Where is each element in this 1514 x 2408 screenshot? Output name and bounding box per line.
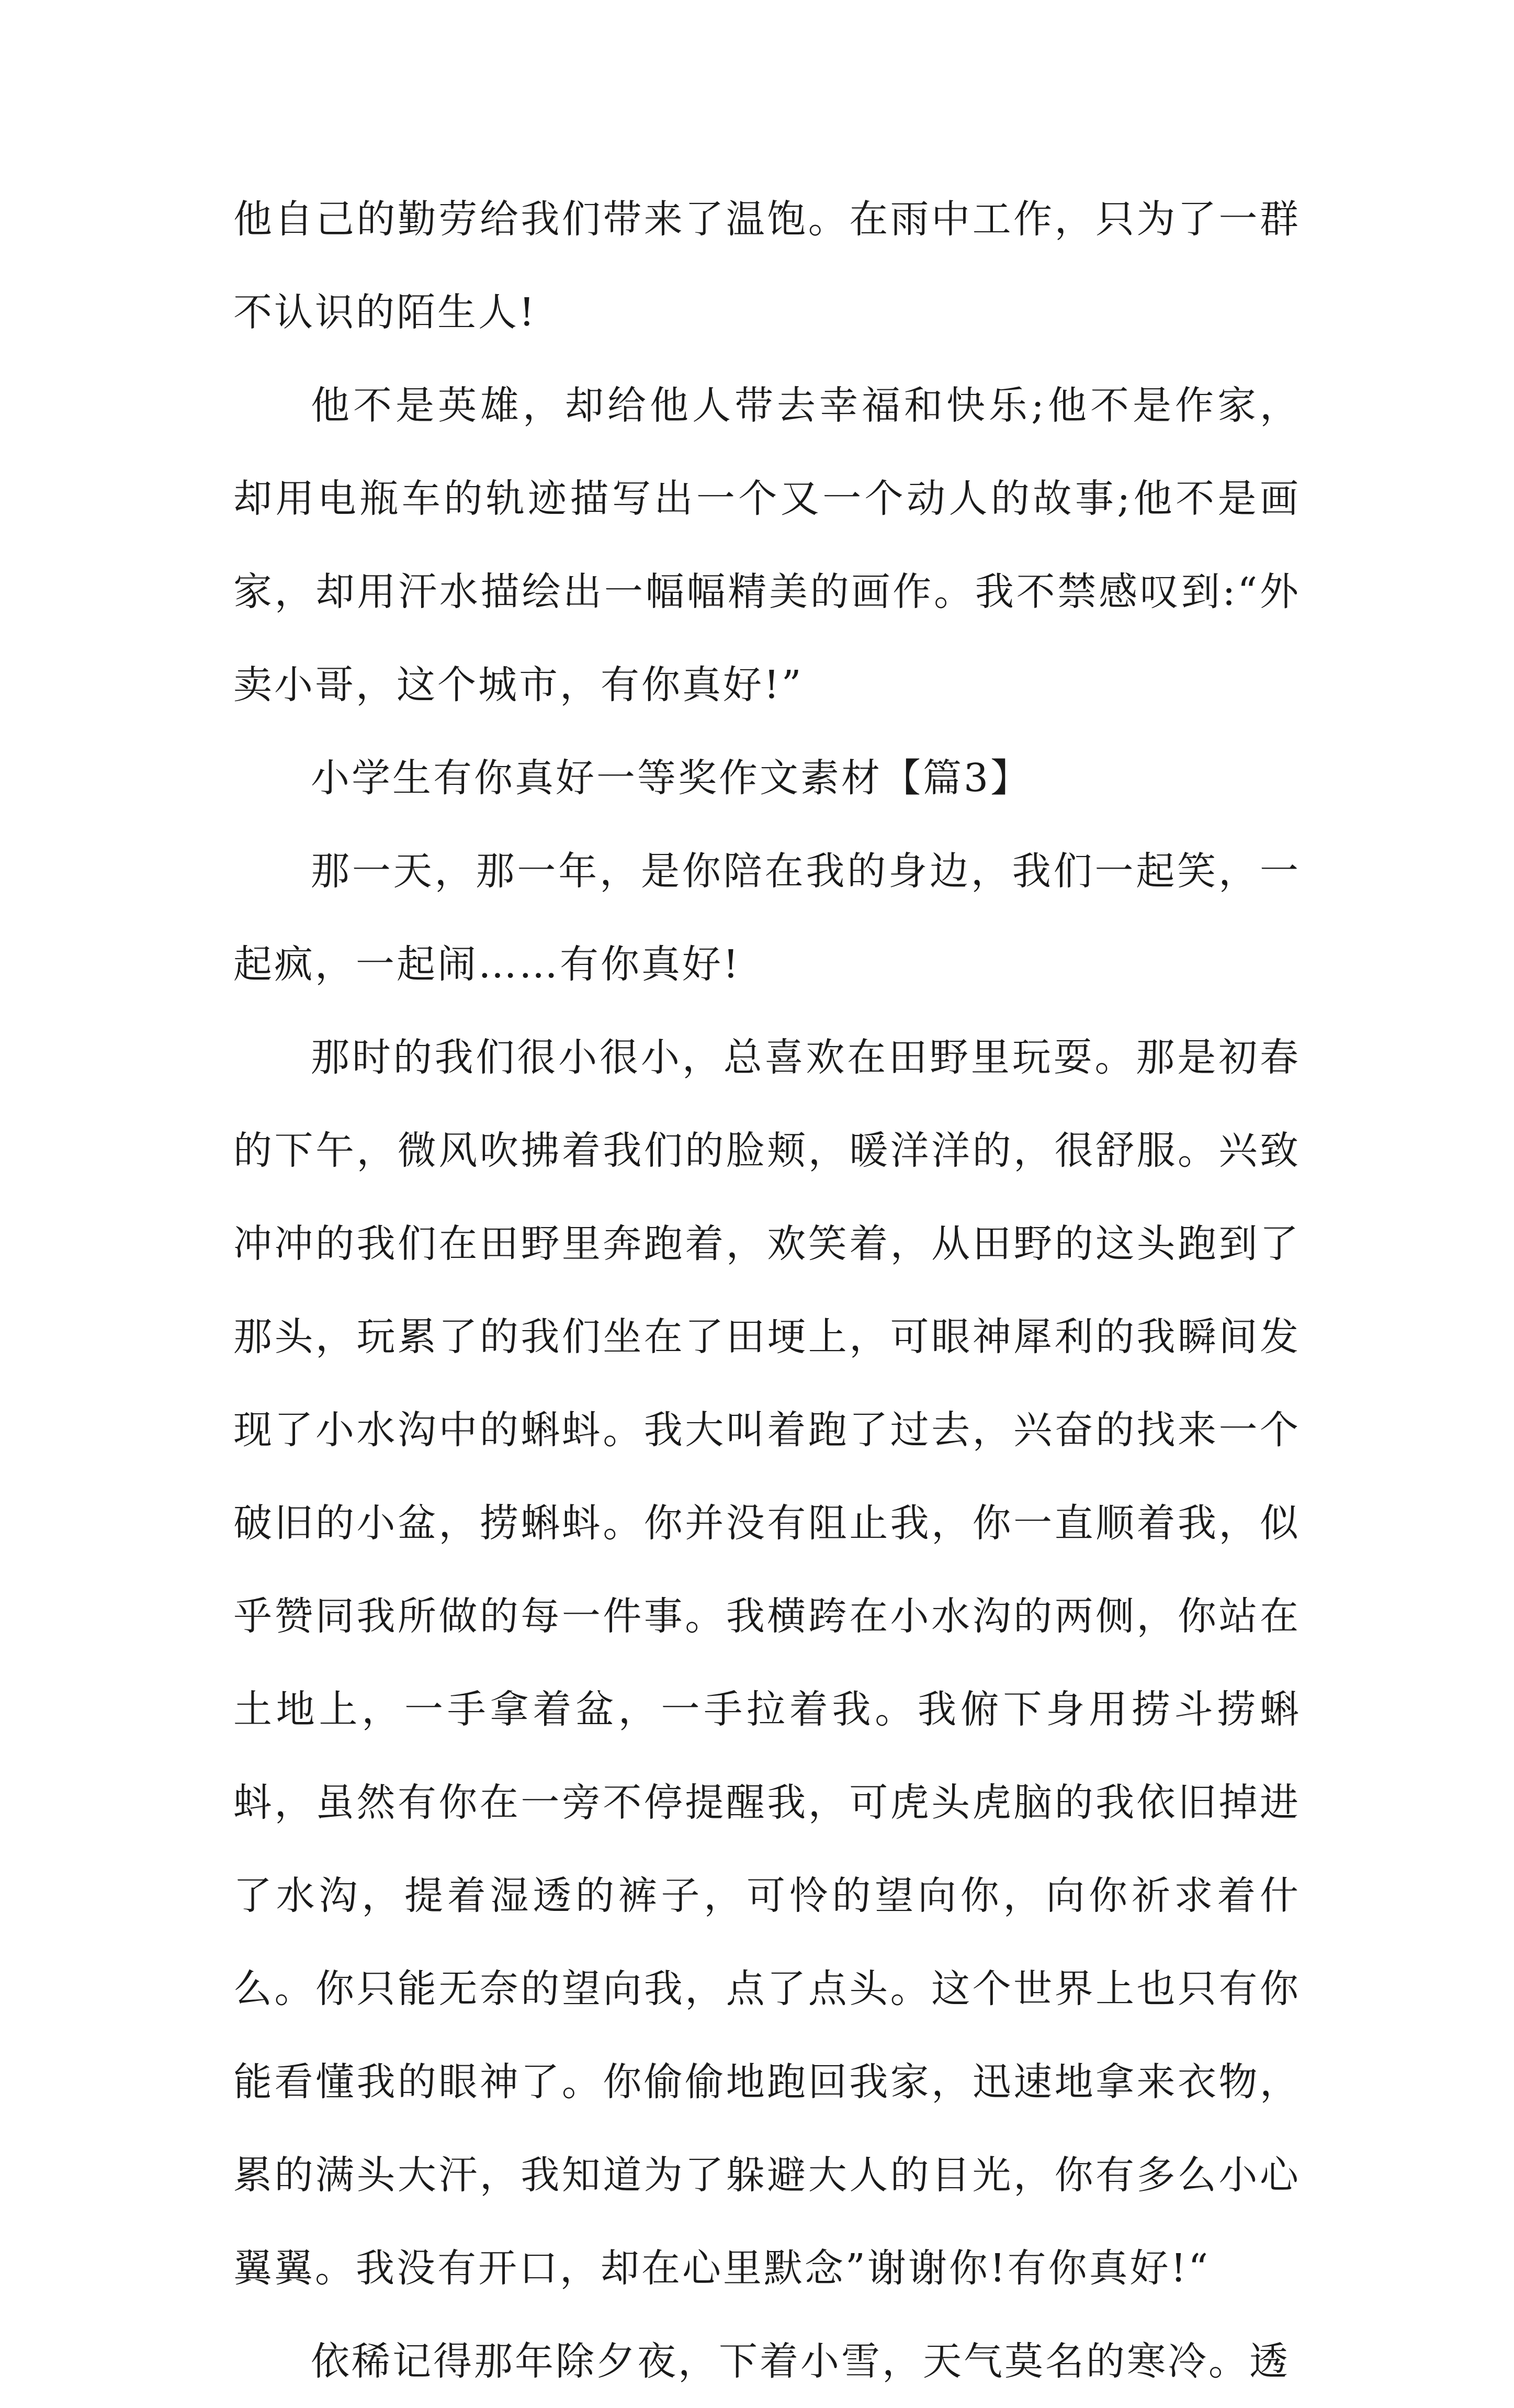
paragraph-2: 他不是英雄，却给他人带去幸福和快乐;他不是作家，却用电瓶车的轨迹描写出一个又一个动人的故事;他不是画家，却用汗水描绘出一幅幅精美的画作。我不禁感叹到:“外卖小哥，这个城市，有你真好!” xyxy=(233,383,1301,707)
document-body xyxy=(233,173,1301,2408)
paragraph-3: 那一天，那一年，是你陪在我的身边，我们一起笑，一起疯，一起闹……有你真好! xyxy=(233,849,1301,987)
paragraph-1: 他自己的勤劳给我们带来了温饱。在雨中工作，只为了一群不认识的陌生人! xyxy=(233,197,1301,335)
paragraph-4: 那时的我们很小很小，总喜欢在田野里玩耍。那是初春的下午，微风吹拂着我们的脸颊，暖洋洋的，很舒服。兴致冲冲的我们在田野里奔跑着，欢笑着，从田野的这头跑到了那头，玩累了的我们坐在了田埂上，可眼神犀利的我瞬间发现了小水沟中的蝌蚪。我大叫着跑了过去，兴奋的找来一个破旧的小盆，捞蝌蚪。你并没有阻止我，你一直顺着我，似乎赞同我所做的每一件事。我横跨在小水沟的两侧，你站在土地上，一手拿着盆，一手拉着我。我俯下身用捞斗捞蝌蚪，虽然有你在一旁不停提醒我，可虎头虎脑的我依旧掉进了水沟，提着湿透的裤子，可怜的望向你，向你祈求着什么。你只能无奈的望向我，点了点头。这个世界上也只有你能看懂我的眼神了。你偷偷地跑回我家，迅速地拿来衣物，累的满头大汗，我知道为了躲避大人的目光，你有多么小心翼翼。我没有开口，却在心里默念”谢谢你!有你真好!“ xyxy=(233,1035,1301,2291)
section-heading: 小学生有你真好一等奖作文素材【篇3】 xyxy=(311,756,1032,801)
paragraph-5: 依稀记得那年除夕夜，下着小雪，天气莫名的寒冷。透 xyxy=(311,2339,1290,2384)
